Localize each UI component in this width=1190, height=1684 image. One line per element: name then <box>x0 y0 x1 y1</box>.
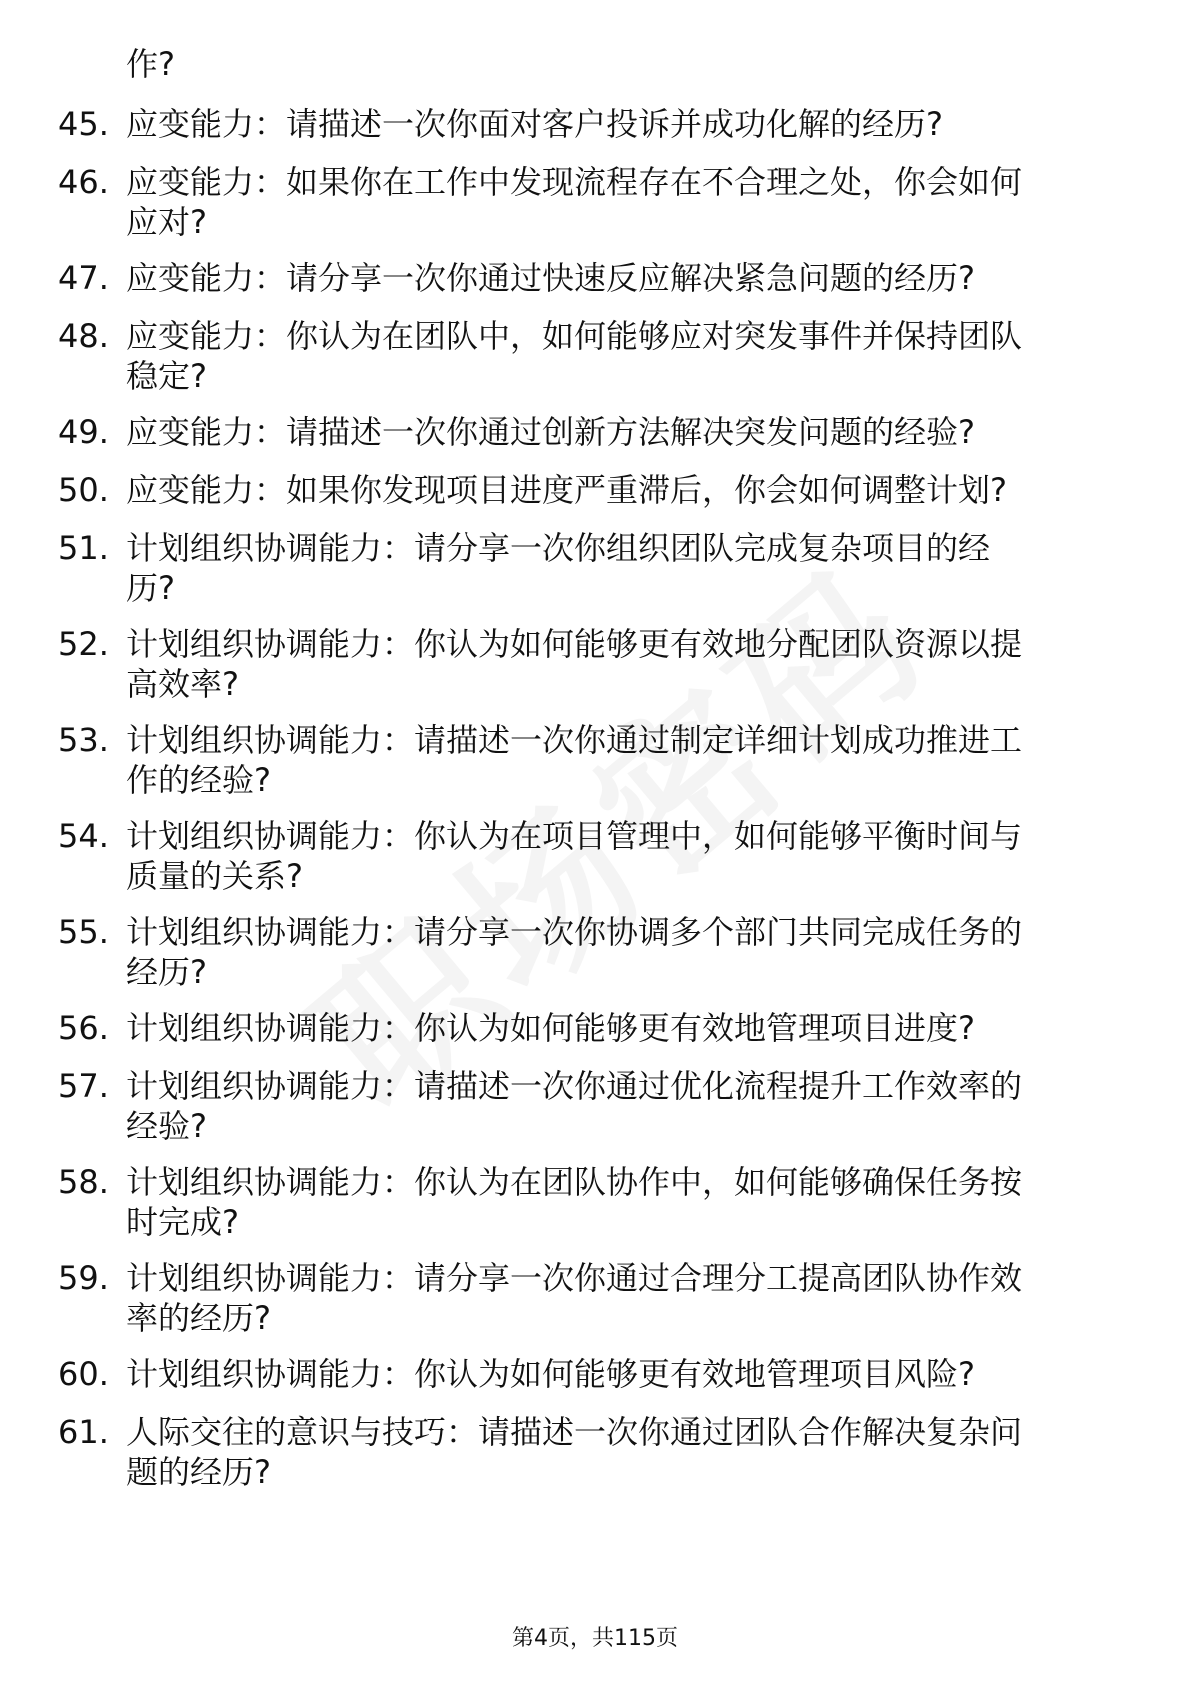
question-number: 55. <box>58 913 109 951</box>
question-line: 率的经历? <box>126 1299 271 1337</box>
question-text <box>126 912 1166 992</box>
question-line: 应变能力：如果你在工作中发现流程存在不合理之处，你会如何 <box>126 163 1023 201</box>
question-line: 作的经验? <box>126 761 271 799</box>
question-number: 57. <box>58 1067 109 1105</box>
question-line: 计划组织协调能力：你认为如何能够更有效地管理项目风险? <box>126 1355 975 1393</box>
question-number: 50. <box>58 471 109 509</box>
question-text <box>126 316 1166 396</box>
question-text <box>126 1162 1166 1242</box>
question-number: 61. <box>58 1413 109 1451</box>
question-text <box>126 816 1166 896</box>
question-line: 应对? <box>126 203 207 241</box>
question-text <box>126 528 1166 608</box>
question-text <box>126 412 1166 452</box>
question-number: 48. <box>58 317 109 355</box>
question-line: 应变能力：如果你发现项目进度严重滞后，你会如何调整计划? <box>126 471 1007 509</box>
question-number: 45. <box>58 105 109 143</box>
question-number: 46. <box>58 163 109 201</box>
question-text <box>126 624 1166 704</box>
question-number: 49. <box>58 413 109 451</box>
question-number: 52. <box>58 625 109 663</box>
question-number: 51. <box>58 529 109 567</box>
question-line: 计划组织协调能力：请分享一次你协调多个部门共同完成任务的 <box>126 913 1023 951</box>
question-text <box>126 1066 1166 1146</box>
question-text <box>126 1354 1166 1394</box>
question-line: 应变能力：请分享一次你通过快速反应解决紧急问题的经历? <box>126 259 975 297</box>
question-number: 60. <box>58 1355 109 1393</box>
page-footer: 第4页，共115页 <box>512 1626 678 1651</box>
question-line: 计划组织协调能力：你认为在团队协作中，如何能够确保任务按 <box>126 1163 1023 1201</box>
continuation-text: 作? <box>126 45 175 83</box>
question-text <box>126 104 1166 144</box>
question-number: 47. <box>58 259 109 297</box>
question-line: 时完成? <box>126 1203 239 1241</box>
question-text <box>126 720 1166 800</box>
question-line: 题的经历? <box>126 1453 271 1491</box>
question-line: 应变能力：请描述一次你通过创新方法解决突发问题的经验? <box>126 413 975 451</box>
question-line: 计划组织协调能力：你认为在项目管理中，如何能够平衡时间与 <box>126 817 1023 855</box>
question-line: 稳定? <box>126 357 207 395</box>
question-line: 经验? <box>126 1107 207 1145</box>
question-line: 计划组织协调能力：请描述一次你通过制定详细计划成功推进工 <box>126 721 1023 759</box>
question-number: 58. <box>58 1163 109 1201</box>
question-text <box>126 1258 1166 1338</box>
question-text <box>126 258 1166 298</box>
question-line: 计划组织协调能力：你认为如何能够更有效地管理项目进度? <box>126 1009 975 1047</box>
question-line: 计划组织协调能力：请分享一次你组织团队完成复杂项目的经 <box>126 529 991 567</box>
question-number: 59. <box>58 1259 109 1297</box>
question-number: 56. <box>58 1009 109 1047</box>
question-line: 应变能力：你认为在团队中，如何能够应对突发事件并保持团队 <box>126 317 1023 355</box>
question-text <box>126 1008 1166 1048</box>
question-text <box>126 162 1166 242</box>
question-number: 53. <box>58 721 109 759</box>
question-line: 计划组织协调能力：请描述一次你通过优化流程提升工作效率的 <box>126 1067 1023 1105</box>
question-line: 经历? <box>126 953 207 991</box>
question-line: 计划组织协调能力：请分享一次你通过合理分工提高团队协作效 <box>126 1259 1023 1297</box>
question-number: 54. <box>58 817 109 855</box>
question-line: 人际交往的意识与技巧：请描述一次你通过团队合作解决复杂问 <box>126 1413 1023 1451</box>
question-line: 历? <box>126 569 175 607</box>
question-line: 质量的关系? <box>126 857 303 895</box>
question-line: 计划组织协调能力：你认为如何能够更有效地分配团队资源以提 <box>126 625 1023 663</box>
question-text <box>126 1412 1166 1492</box>
question-line: 高效率? <box>126 665 239 703</box>
question-line: 应变能力：请描述一次你面对客户投诉并成功化解的经历? <box>126 105 943 143</box>
question-text <box>126 470 1166 510</box>
